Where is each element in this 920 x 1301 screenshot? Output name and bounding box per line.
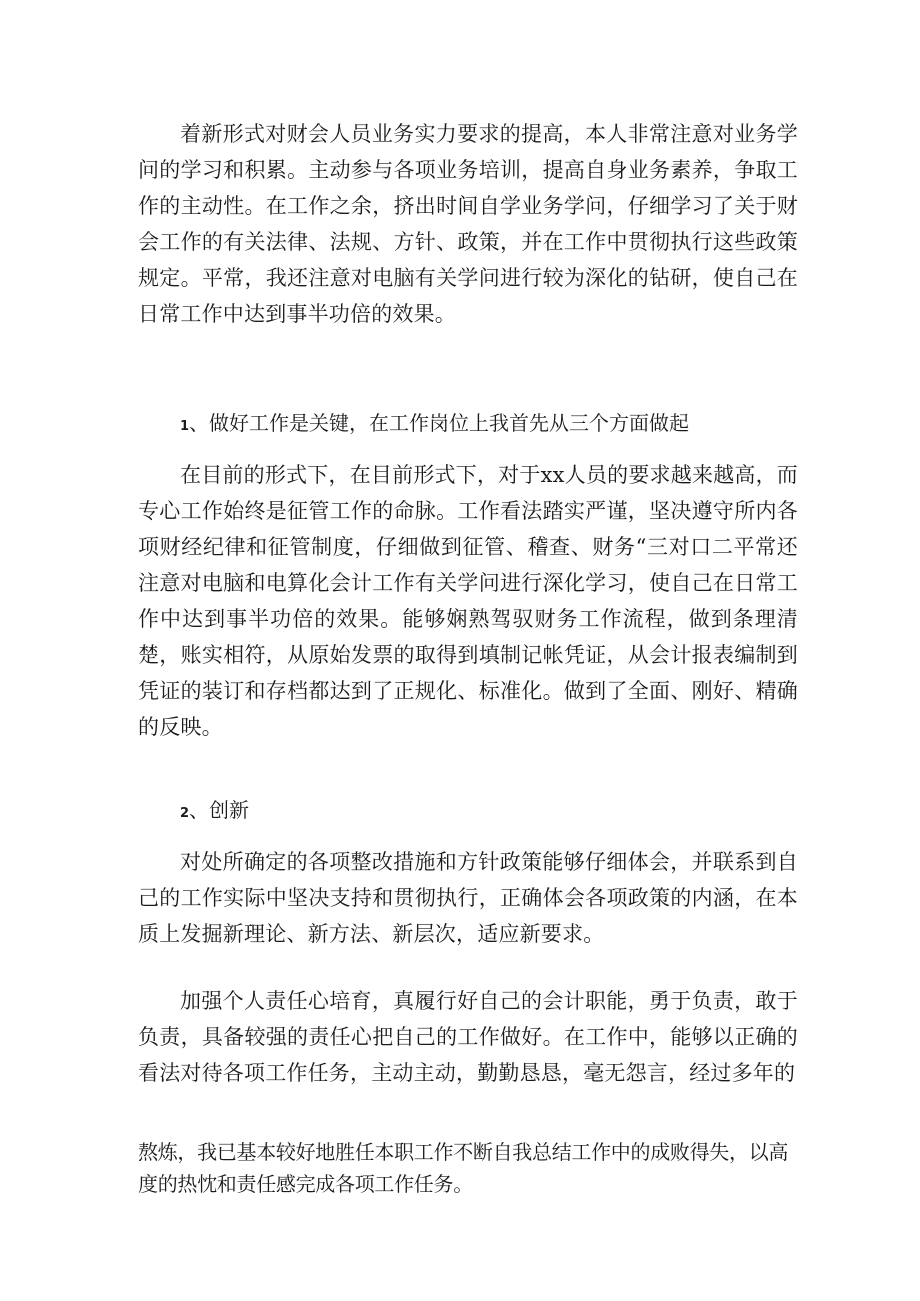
section-title-2: 、创新 [189,798,250,822]
section-heading-1 [138,405,798,445]
section-number-1: 1 [180,419,190,434]
paragraph-professional-study: 着新形式对财会人员业务实力要求的提高，本人非常注意对业务学问的学习和积累。主动参与各项业务培训，提高自身业务素养，争取工作的主动性。在工作之余，挤出时间自学业务学问，仔细学习了关于财会工作的有关法律、法规、方针、政策，并在工作中贯彻执行这些政策规定。平常，我还注意对电脑有关学问进行较为深化的钻研，使自己在日常工作中达到事半功倍的效果。 [138,122,798,326]
paragraph-innovation: 对处所确定的各项整改措施和方针政策能够仔细体会，并联系到自己的工作实际中坚决支持和贯彻执行，正确体会各项政策的内涵，在本质上发掘新理论、新方法、新层次，适应新要求。 [138,850,798,946]
section-title-1: 、做好工作是关键，在工作岗位上我首先从三个方面做起 [189,411,690,435]
paragraph-conclusion: 熬炼，我已基本较好地胜任本职工作不断自我总结工作中的成败得失，以高度的热忱和责任感完成各项工作任务。 [138,1140,789,1196]
section-heading-2 [138,792,798,832]
section-number-2: 2 [180,806,190,821]
paragraph-responsibility: 加强个人责任心培育，真履行好自己的会计职能，勇于负责，敢于负责，具备较强的责任心把自己的工作做好。在工作中，能够以正确的看法对待各项工作任务，主动主动，勤勤恳恳，毫无怨言，经过多年的 [138,989,798,1085]
paragraph-work-key: 在目前的形式下，在目前形式下，对于xx人员的要求越来越高，而专心工作始终是征管工作的命脉。工作看法踏实严谨，坚决遵守所内各项财经纪律和征管制度，仔细做到征管、稽查、财务“三对口二平常还注意对电脑和电算化会计工作有关学问进行深化学习，使自己在日常工作中达到事半功倍的效果。能够娴熟驾驭财务工作流程，做到条理清楚，账实相符，从原始发票的取得到填制记帐凭证，从会计报表编制到凭证的装订和存档都达到了正规化、标准化。做到了全面、刚好、精确的反映。 [138,463,798,739]
